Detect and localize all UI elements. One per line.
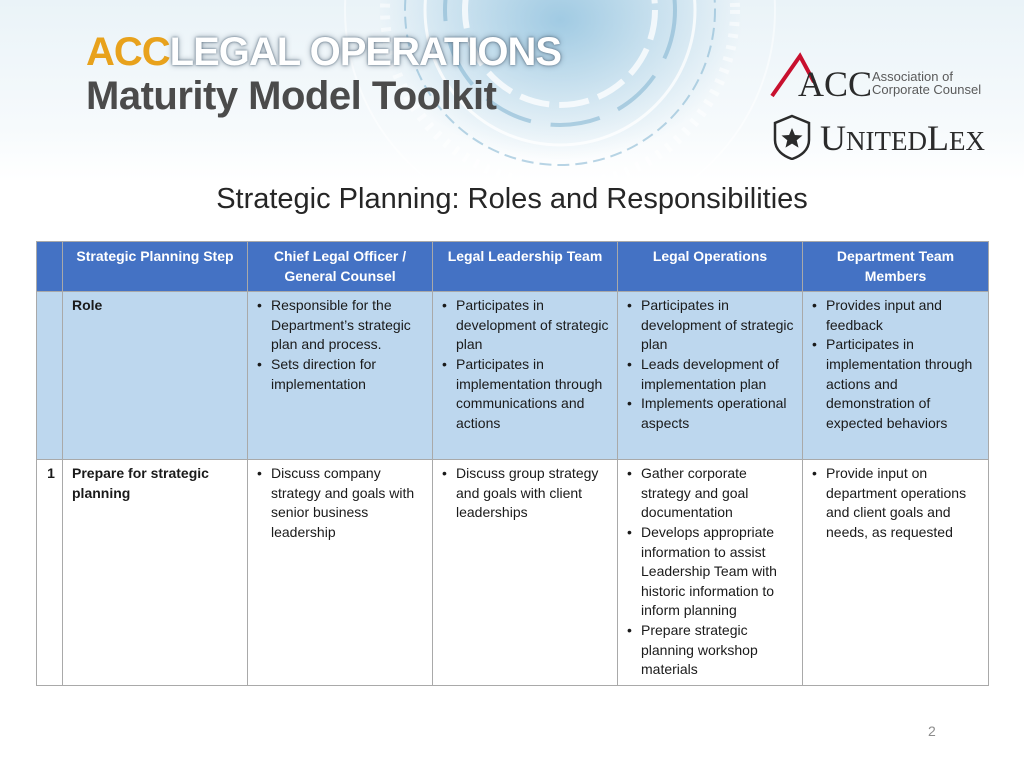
list-item: • Participates in development of strategic plan xyxy=(627,296,796,355)
list-item: • Gather corporate strategy and goal documentation xyxy=(627,464,796,523)
list-item: • Sets direction for implementation xyxy=(257,355,426,394)
cell-ops xyxy=(618,292,803,460)
list-item: • Implements operational aspects xyxy=(627,394,796,433)
list-item: • Responsible for the Department’s strategic plan and process. xyxy=(257,296,426,355)
cell-step: Role xyxy=(63,292,248,460)
unitedlex-logo xyxy=(772,114,1002,160)
roles-table xyxy=(36,241,989,686)
header-number xyxy=(37,242,63,292)
table-row-step-1 xyxy=(37,460,989,686)
header-department-team-members: Department Team Members xyxy=(803,242,989,292)
list-item: • Provides input and feedback xyxy=(812,296,982,335)
cell-team xyxy=(803,460,989,686)
cell-step: Prepare for strategic planning xyxy=(63,460,248,686)
list-item: • Participates in implementation through actions and demonstration of expected behaviors xyxy=(812,335,982,433)
slide-title: Strategic Planning: Roles and Responsibilities xyxy=(216,183,808,215)
acc-org-line1: Association of xyxy=(872,69,953,84)
cell-leadership xyxy=(433,292,618,460)
header-legal-operations: Legal Operations xyxy=(618,242,803,292)
acc-org-name xyxy=(872,70,981,96)
cell-leadership xyxy=(433,460,618,686)
unitedlex-ex: EX xyxy=(948,126,985,156)
acc-logo-text: ACC xyxy=(798,64,873,102)
page-number: 2 xyxy=(928,723,936,739)
unitedlex-nited: NITED xyxy=(846,126,927,156)
cell-number: 1 xyxy=(37,460,63,686)
list-item: • Discuss group strategy and goals with client leaderships xyxy=(442,464,611,523)
table-header-row xyxy=(37,242,989,292)
cell-clo xyxy=(248,460,433,686)
cell-number xyxy=(37,292,63,460)
title-acc: ACC xyxy=(86,30,170,74)
list-item: • Develops appropriate information to assist Leadership Team with historic information to inform planning xyxy=(627,523,796,621)
list-item: • Discuss company strategy and goals with senior business leadership xyxy=(257,464,426,542)
title-maturity-model: Maturity Model Toolkit xyxy=(86,74,497,118)
header-chief-legal-officer: Chief Legal Officer / General Counsel xyxy=(248,242,433,292)
header-banner xyxy=(0,0,1024,180)
cell-clo xyxy=(248,292,433,460)
toolkit-title xyxy=(86,30,561,118)
list-item: • Provide input on department operations and client goals and needs, as requested xyxy=(812,464,982,542)
header-strategic-planning-step: Strategic Planning Step xyxy=(63,242,248,292)
cell-team xyxy=(803,292,989,460)
acc-org-line2: Corporate Counsel xyxy=(872,82,982,97)
list-item: • Participates in implementation through communications and actions xyxy=(442,355,611,433)
header-legal-leadership-team: Legal Leadership Team xyxy=(433,242,618,292)
list-item: • Prepare strategic planning workshop materials xyxy=(627,621,796,680)
star-shield-icon xyxy=(772,114,812,160)
table-row-role xyxy=(37,292,989,460)
cell-ops xyxy=(618,460,803,686)
title-legal-operations: LEGAL OPERATIONS xyxy=(169,30,562,74)
list-item: • Participates in development of strategic plan xyxy=(442,296,611,355)
unitedlex-u: U xyxy=(820,118,846,158)
list-item: • Leads development of implementation plan xyxy=(627,355,796,394)
unitedlex-l: L xyxy=(926,118,949,158)
